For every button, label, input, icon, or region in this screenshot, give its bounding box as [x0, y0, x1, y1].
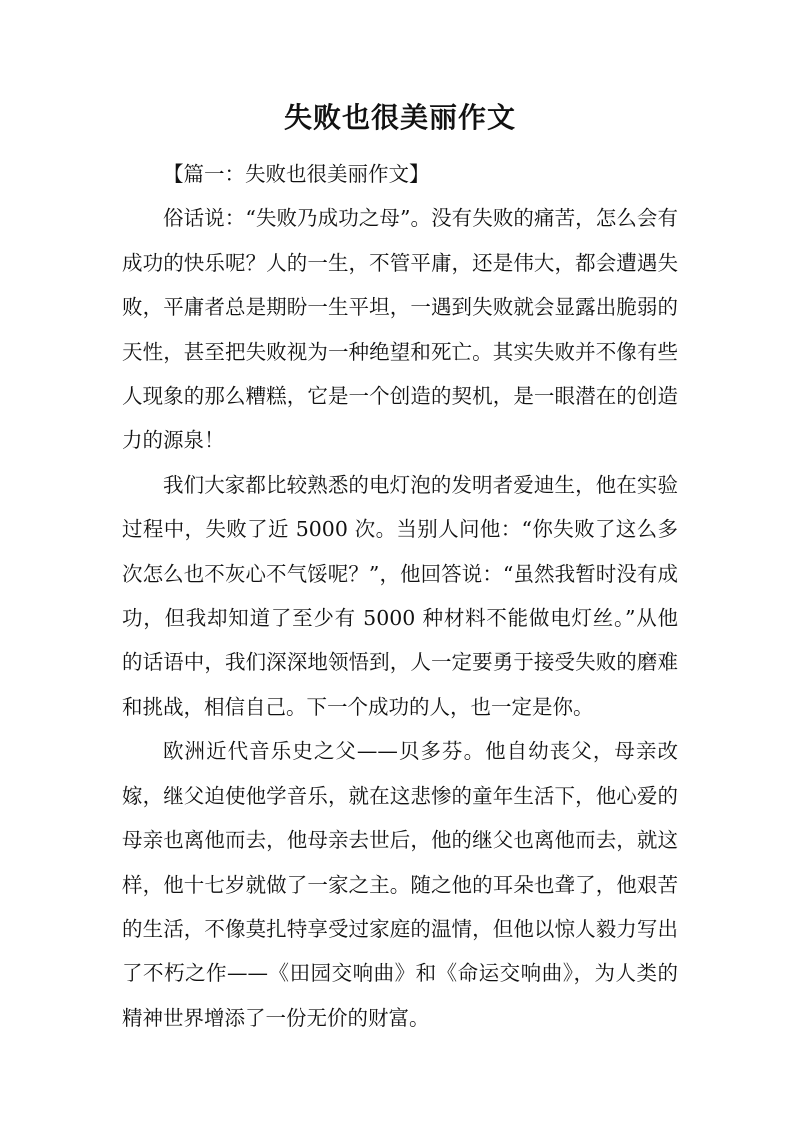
section-heading: 【篇一：失败也很美丽作文】 [163, 162, 430, 186]
document-title: 失败也很美丽作文 [283, 101, 516, 134]
paragraph-2: 我们大家都比较熟悉的电灯泡的发明者爱迪生，他在实验过程中，失败了近 5000 次。当别人问他：“你失败了这么多次怎么也不灰心不气馁呢？”，他回答说：“虽然我暂时没有成功，但我却知道了至少有 5000 种材料不能做电灯丝。”从他的话语中，我们深深地领悟到，人一定要勇于接受失败的磨难和挑战，相信自己。下一个成功的人，也一定是你。 [122, 472, 678, 719]
paragraph-3: 欧洲近代音乐史之父——贝多芬。他自幼丧父，母亲改嫁，继父迫使他学音乐，就在这悲惨的童年生活下，他心爱的母亲也离他而去，他母亲去世后，他的继父也离他而去，就这样，他十七岁就做了一家之主。随之他的耳朵也聋了，他艰苦的生活，不像莫扎特享受过家庭的温情，但他以惊人毅力写出了不朽之作——《田园交响曲》和《命运交响曲》，为人类的精神世界增添了一份无价的财富。 [122, 739, 678, 1030]
paragraph-1: 俗话说：“失败乃成功之母”。没有失败的痛苦，怎么会有成功的快乐呢？人的一生，不管平庸，还是伟大，都会遭遇失败，平庸者总是期盼一生平坦，一遇到失败就会显露出脆弱的天性，甚至把失败视为一种绝望和死亡。其实失败并不像有些人现象的那么糟糕，它是一个创造的契机，是一眼潜在的创造力的源泉！ [122, 206, 678, 453]
document-body [122, 152, 678, 1040]
